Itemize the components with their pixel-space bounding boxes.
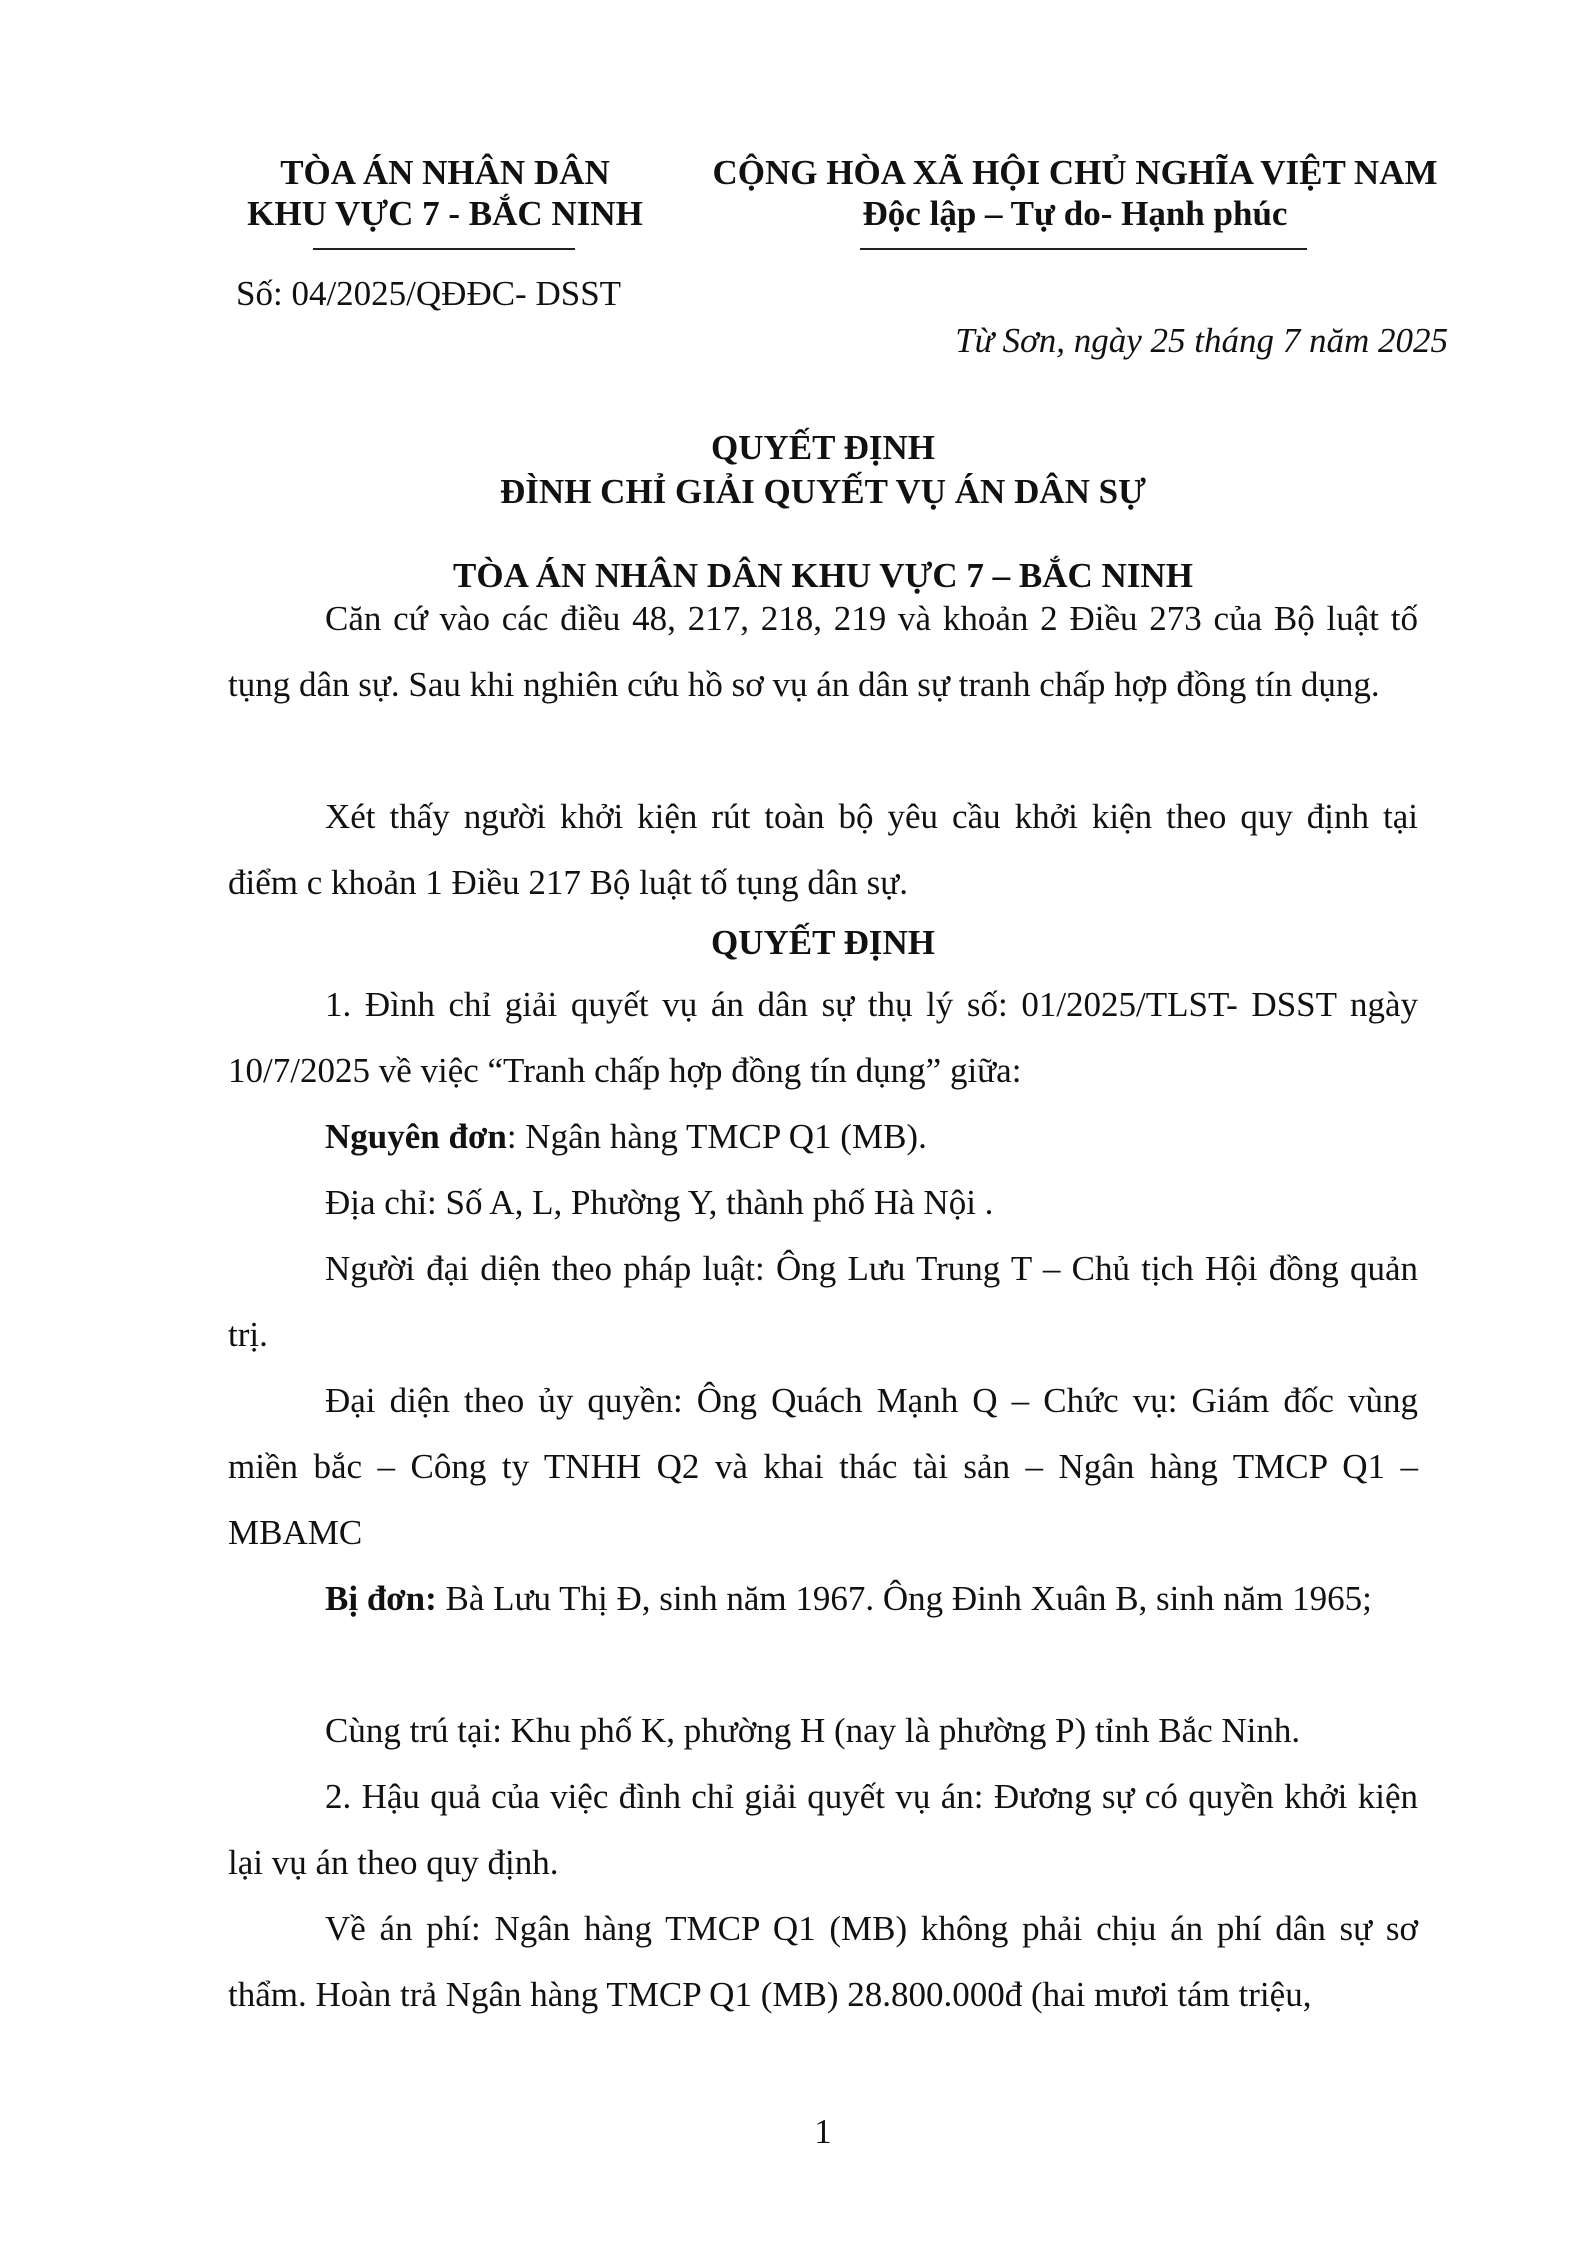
national-motto: Độc lập – Tự do- Hạnh phúc [862,194,1288,233]
dismissal-paragraph: 1. Đình chỉ giải quyết vụ án dân sự thụ lý số: 01/2025/TLST- DSST ngày 10/7/2025 về việc “Tranh chấp hợp đồng tín dụng” giữa: [228,985,1418,1090]
place-date: Từ Sơn, ngày 25 tháng 7 năm 2025 [955,321,1448,360]
issuing-court: TÒA ÁN NHÂN DÂN KHU VỰC 7 – BẮC NINH [453,556,1193,595]
plaintiff-address: Địa chỉ: Số A, L, Phường Y, thành phố Hà Nội . [325,1183,994,1222]
decision-title: QUYẾT ĐỊNH [711,428,935,467]
page-number: 1 [814,2112,832,2151]
authorized-representative: Đại diện theo ủy quyền: Ông Quách Mạnh Q – Chức vụ: Giám đốc vùng miền bắc – Công ty TNHH Q2 và khai thác tài sản – Ngân hàng TMCP Q1 – MBAMC [228,1381,1418,1552]
document-number: Số: 04/2025/QĐĐC- DSST [236,274,622,313]
defendant-residence: Cùng trú tại: Khu phố K, phường H (nay là phường P) tỉnh Bắc Ninh. [325,1711,1301,1750]
defendant-label: Bị đơn: [325,1579,437,1618]
plaintiff-text: : Ngân hàng TMCP Q1 (MB). [506,1117,927,1156]
defendant-paragraph [228,1566,1418,1632]
court-name-line1: TÒA ÁN NHÂN DÂN [280,153,610,192]
left-header-underline [313,248,575,250]
defendant-text: Bà Lưu Thị Đ, sinh năm 1967. Ông Đinh Xuân B, sinh năm 1965; [436,1579,1372,1618]
plaintiff-label: Nguyên đơn [325,1117,507,1156]
court-fee-paragraph: Về án phí: Ngân hàng TMCP Q1 (MB) không phải chịu án phí dân sự sơ thẩm. Hoàn trả Ngân hàng TMCP Q1 (MB) 28.800.000đ (hai mươi tám triệu, [228,1909,1418,2014]
decision-subtitle: ĐÌNH CHỈ GIẢI QUYẾT VỤ ÁN DÂN SỰ [500,472,1146,511]
national-title: CỘNG HÒA XÃ HỘI CHỦ NGHĨA VIỆT NAM [712,153,1438,192]
legal-representative: Người đại diện theo pháp luật: Ông Lưu Trung T – Chủ tịch Hội đồng quản trị. [228,1249,1418,1354]
plaintiff-paragraph [228,1104,1418,1170]
right-header-underline [860,248,1307,250]
decision-heading: QUYẾT ĐỊNH [711,923,935,962]
consequence-paragraph: 2. Hậu quả của việc đình chỉ giải quyết vụ án: Đương sự có quyền khởi kiện lại vụ án theo quy định. [228,1777,1418,1882]
legal-basis-paragraph: Căn cứ vào các điều 48, 217, 218, 219 và khoản 2 Điều 273 của Bộ luật tố tụng dân sự. Sau khi nghiên cứu hồ sơ vụ án dân sự tranh chấp hợp đồng tín dụng. [228,599,1418,704]
court-name-line2: KHU VỰC 7 - BẮC NINH [247,194,643,233]
consideration-paragraph: Xét thấy người khởi kiện rút toàn bộ yêu cầu khởi kiện theo quy định tại điểm c khoản 1 Điều 217 Bộ luật tố tụng dân sự. [228,797,1418,902]
